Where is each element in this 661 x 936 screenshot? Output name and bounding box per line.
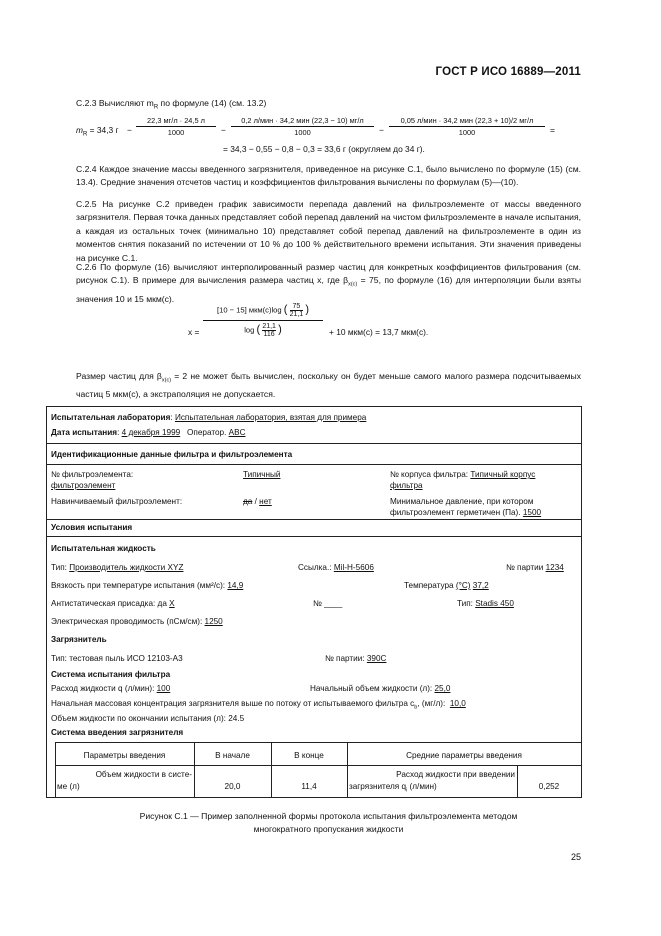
td-inj-2: загрязнителя $q_i$ (л/мин) — [349, 782, 437, 794]
fraction-2: 0,2 л/мин · 34,2 мин (22,3 − 10) мг/л 1000 — [231, 116, 374, 137]
elem-no-label: № фильтроэлемента: — [51, 470, 134, 479]
figure-caption-1: Рисунок С.1 — Пример заполненной формы протокола испытания фильтроэлемента методом — [139, 811, 518, 821]
td-volume-1: Объем жидкости в систе- — [95, 770, 192, 779]
end-volume: Объем жидкости по окончании испытания (л): 24.5 — [51, 714, 245, 723]
antistatic-no: № ____ — [313, 599, 343, 608]
fluid-type: Тип: Производитель жидкости XYZ — [51, 563, 184, 572]
antistatic: Антистатическая присадка: да X — [51, 599, 175, 608]
minus-sign: − — [221, 125, 226, 135]
antistatic-type: Тип: Stadis 450 — [457, 599, 514, 608]
th-end: В конце — [294, 751, 324, 760]
fluid-ref: Ссылка.: Mil-H-5606 — [298, 563, 374, 572]
formula-16: [10 − 15] мкм(с)log ( $\frac{75}{21,1}$ ) log ( $\frac{21,1}{116}$ ) — [203, 303, 323, 338]
fraction-1: 22,3 мг/л · 24,5 л 1000 — [136, 116, 216, 137]
th-avg: Средние параметры введения — [406, 751, 522, 760]
elem-type-value: Типичный — [243, 470, 281, 479]
td-end: 11,4 — [301, 782, 317, 791]
elem-no-value: фильтроэлемент — [51, 481, 116, 490]
formula-x: x = — [188, 327, 200, 337]
conductivity: Электрическая проводимость (пСм/см): 1250 — [51, 617, 223, 626]
screw-options: да / нет — [243, 497, 272, 506]
th-start: В начале — [215, 751, 250, 760]
viscosity: Вязкость при температуре испытания (мм²/с): 14,9 — [51, 581, 244, 590]
system-title: Система испытания фильтра — [51, 670, 171, 679]
paragraph-c26: С.2.6 По формуле (16) вычисляют интерполированный размер частиц для конкретных коэффициентов фильтрования (см. рисунок С.1). В примере для вычисления размера частиц x, где $\beta_{x(c)} = 75$, по формуле (16) для интерполяции были взяты значения 10 и 15 мкм(с). — [76, 262, 581, 304]
c23-lhs: $m_R = 34,3$ г — [76, 125, 119, 138]
test-report-form — [46, 406, 582, 798]
min-pressure-line2: фильтроэлемент герметичен (Па). 1500 — [390, 508, 542, 517]
housing-value-2: фильтра — [390, 481, 423, 490]
initial-volume: Начальный объем жидкости (л): 25,0 — [310, 684, 451, 693]
housing-label: № корпуса фильтра: Типичный корпус — [390, 470, 536, 479]
document-header: ГОСТ Р ИСО 16889—2011 — [435, 66, 581, 78]
fraction-3: 0,05 л/мин · 34,2 мин (22,3 + 10)/2 мг/л 1000 — [389, 116, 545, 137]
ident-title: Идентификационные данные фильтра и фильтроэлемента — [51, 450, 293, 459]
td-volume-2: ме (л) — [57, 782, 80, 791]
minus-sign: − — [127, 125, 132, 135]
c23-result: = 34,3 − 0,55 − 0,8 − 0,3 = 33,6 г (округляем до 34 г). — [223, 144, 425, 154]
page-number: 25 — [570, 852, 581, 862]
contaminant-batch: № партии: 390С — [325, 654, 387, 663]
contaminant-type: Тип: тестовая пыль ИСО 12103-А3 — [51, 654, 183, 663]
paragraph-c25: С.2.5 На рисунке С.2 приведен график зависимости перепада давлений на фильтроэлементе от массы введенного загрязнителя. Первая точка данных представляет собой перепад давлений на чистом фильтроэлементе в начале испытания, а каждая из остальных точек (минимально 10) представляет собой перепад давлений на фильтроэлементе в один из моментов снятия показаний по истечении от 10 % до 100 % действительного времени испытания. Эти значения приведены на рисунке С.1. — [76, 199, 581, 263]
th-params: Параметры введения — [83, 751, 166, 760]
fluid-title: Испытательная жидкость — [51, 544, 156, 553]
min-pressure-label: Минимальное давление, при котором — [390, 497, 534, 506]
screw-label: Навинчиваемый фильтроэлемент: — [51, 497, 183, 506]
formula-rhs: + 10 мкм(с) = 13,7 мкм(с). — [329, 327, 429, 337]
conditions-title: Условия испытания — [51, 523, 133, 532]
c23-intro: С.2.3 Вычисляют $m_R$ по формуле (14) (см. 13.2) — [76, 98, 267, 111]
td-avg: 0,252 — [538, 782, 560, 791]
contaminant-title: Загрязнитель — [51, 635, 107, 644]
flow-rate: Расход жидкости q (л/мин): 100 — [51, 684, 171, 693]
minus-sign: − — [379, 125, 384, 135]
equals-sign: = — [550, 125, 555, 135]
fluid-batch: № партии 1234 — [506, 563, 564, 572]
td-inj-1: Расход жидкости при введении — [396, 770, 515, 779]
paragraph-note: Размер частиц для $\beta_{x(c)} = 2$ не может быть вычислен, поскольку он будет меньше самого малого размера подсчитываемых частиц 5 мкм(с), а экстраполяция не допускается. — [76, 371, 581, 400]
figure-caption-2: многократного пропускания жидкости — [253, 824, 404, 834]
lab-line: Испытательная лаборатория: Испытательная лаборатория, взятая для примера — [51, 413, 367, 422]
mass-concentration: Начальная массовая концентрация загрязнителя выше по потоку от испытываемого фильтра $c_b$, (мг/л): 10,0 — [51, 699, 466, 711]
temperature: Температура (°С) 37,2 — [404, 581, 489, 590]
injection-title: Система введения загрязнителя — [51, 728, 184, 737]
paragraph-c24: С.2.4 Каждое значение массы введенного загрязнителя, приведенное на рисунке С.1, было вычислено по формуле (15) (см. 13.4). Средние значения отсчетов частиц и коэффициентов фильтрования вычислены по формулам (5)—(10). — [76, 164, 581, 188]
date-line: Дата испытания: 4 декабря 1999 Оператор. ABC — [51, 428, 246, 437]
td-start: 20,0 — [224, 782, 241, 791]
